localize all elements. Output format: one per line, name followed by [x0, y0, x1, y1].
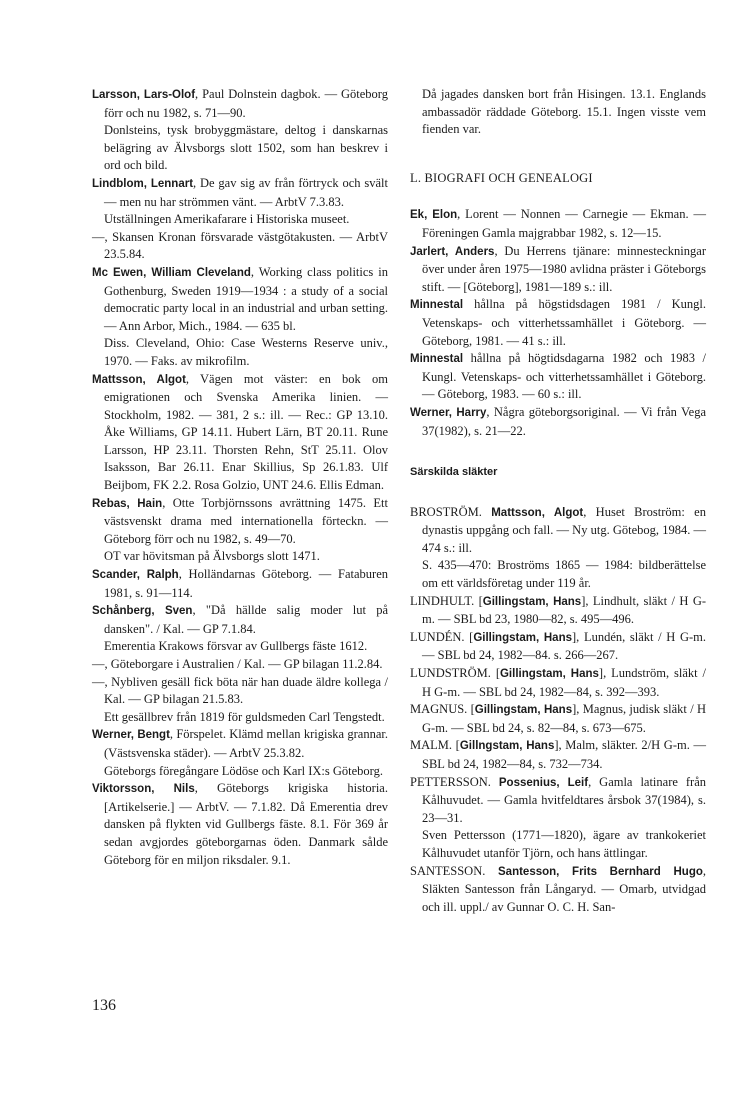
author-name: Ek, Elon — [410, 209, 458, 222]
entry-note: Diss. Cleveland, Ohio: Case Westerns Reserve univ., 1970. — Faks. av mikrofilm. — [104, 336, 388, 368]
entry-note: Utställningen Amerikafarare i Historiska museet. — [104, 212, 350, 227]
family-name: LUNDSTRÖM. [ — [410, 666, 500, 681]
author-name: Gillingstam, Hans — [474, 704, 573, 717]
author-name: Possenius, Leif — [498, 776, 589, 789]
entry-text: ], Magnus, judisk släkt / H G-m. — SBL bd 24, s. 82—84, s. 673—675. — [422, 702, 707, 735]
family-name: MAGNUS. [ — [410, 702, 475, 717]
author-name: Gillingstam, Hans — [482, 595, 582, 608]
family-name: LINDHULT. [ — [410, 593, 483, 608]
entry-note: OT var hövitsman på Älvsborgs slott 1471. — [104, 549, 320, 564]
author-name: Mattsson, Algot — [92, 373, 186, 386]
entry-text: , Förspelet. Klämd mellan krigiska grannar. (Västsvenska städer). — ArbtV 25.3.82. — [104, 727, 388, 760]
family-entry — [410, 737, 706, 773]
family-entry — [410, 863, 706, 917]
family-entry — [410, 629, 706, 665]
entry-text: , De gav sig av från förtryck och svält — men nu har strömmen vänt. — ArbtV 7.3.83. — [104, 175, 388, 209]
entry-text: , Huset Broström: en dynastis uppgång och fall. — Ny utg. Götebog, 1984. — 474 s.: ill. — [422, 504, 706, 555]
bibliography-entry — [92, 726, 388, 762]
author-name: Mattsson, Algot — [491, 506, 584, 519]
entry-note: Göteborgs föregångare Lödöse och Karl IX:s Göteborg. — [104, 763, 383, 778]
entry-text: , Några göteborgsoriginal. — Vi från Vega 37(1982), s. 21—22. — [422, 404, 706, 438]
entry-text: , Paul Dolnstein dagbok. — Göteborg förr och nu 1982, s. 71—90. — [104, 87, 388, 120]
bibliography-entry — [410, 404, 706, 440]
entry-text: , Holländarnas Göteborg. — Fataburen 1981, s. 91—114. — [104, 567, 388, 600]
family-name: SANTESSON. — [410, 863, 498, 878]
entry-text: , Lorent — Nonnen — Carnegie — Ekman. — Föreningen Gamla majgrabbar 1982, s. 12—15. — [422, 207, 707, 240]
author-name: Rebas, Hain — [92, 497, 163, 510]
entry-note: Sven Pettersson (1771—1820), ägare av trankokeriet Kålhuvudet utanför Tjörn, och hans ättlingar. — [422, 828, 706, 860]
entry-text: , Vägen mot väster: en bok om emigrationen och Svenska Amerika linien. — Stockholm, 1982. — 381, 2 s.: ill. — Rec.: GP 13.10. Åke Williams, GP 14.11. Hubert Lärn, BT 20.11. Rune Larsson, HP 23.11. Thorsten Rehn, StT 25.11. Olov Isaksson, Bar 26.11. Enar Skillius, Sp 26.1.83. Ulf Beijbom, FK 2.2. Rosa Golzio, UNT 24.6. Ellis Edman. — [104, 371, 388, 493]
author-name: Schånberg, Sven — [92, 605, 193, 618]
family-entry — [410, 504, 706, 558]
author-name: Minnestal — [410, 299, 464, 312]
right-column — [410, 86, 706, 916]
author-name: Werner, Harry — [410, 406, 487, 419]
author-name: Scander, Ralph — [92, 569, 179, 582]
subsection-heading: Särskilda släkter — [410, 466, 498, 479]
family-list — [410, 504, 706, 917]
bibliography-entry — [410, 296, 706, 350]
family-name: MALM. [ — [410, 738, 460, 753]
author-name: Minnestal — [410, 353, 464, 366]
left-column — [92, 86, 388, 869]
family-entry — [410, 774, 706, 828]
author-name: Gillingstam, Hans — [473, 631, 572, 644]
family-name: LUNDÉN. [ — [410, 629, 474, 644]
entry-text: ], Lundén, släkt / H G-m. — SBL bd 24, 1982—84. s. 266—267. — [422, 629, 707, 663]
bibliography-entry — [92, 264, 388, 335]
author-name: Jarlert, Anders — [410, 245, 495, 258]
entry-text: , Gamla latinare från Kålhuvudet. — Gamla hvitfeldtares årsbok 37(1984), s. 23—31. — [422, 774, 706, 825]
entry-note: Ett gesällbrev från 1819 för guldsmeden Carl Tengstedt. — [104, 709, 385, 724]
bibliography-entry — [92, 371, 388, 495]
bibliography-entry — [92, 175, 388, 211]
author-name: Lindblom, Lennart — [92, 177, 194, 190]
entry-text: —, Nybliven gesäll fick böta när han duade äldre kollega / Kal. — GP bilagan 21.5.83. — [92, 674, 388, 707]
entry-text: hållna på högtidsdagarna 1982 och 1983 / Kungl. Vetenskaps- och vitterhetssamhället i Göteborg. — Göteborg, 1983. — 60 s.: ill. — [422, 351, 706, 402]
entry-text: , Göteborgs krigiska historia. [Artikelserie.] — ArbtV. — 7.1.82. Då Emerentia drev dansken på flykten vid Gullbergs fäste. 8.1. För 369 år sedan avgjordes göteborgarnas öden. Danmark sålde Göteborg för en miljon riksdaler. 9.1. — [104, 781, 388, 867]
family-entry — [410, 593, 706, 629]
entry-note: S. 435—470: Broströms 1865 — 1984: bildberättelse om ett världsföretag under 119 år. — [422, 558, 706, 591]
bibliography-entry — [410, 243, 706, 297]
entry-text: ], Malm, släkter. 2/H G-m. — SBL bd 24, 1982—84, s. 732—734. — [422, 738, 706, 771]
continued-entry-text: Då jagades dansken bort från Hisingen. 13.1. Englands ambassadör räddade Göteborg. 15.1. Ingen visste vem fienden var. — [422, 87, 706, 137]
bibliography-entry — [92, 780, 388, 869]
entry-text: , Otte Torbjörnssons avrättning 1475. Ett västsvenskt drama med internationella förteckn. — Göteborg förr och nu 1982, s. 49—70. — [104, 495, 389, 546]
author-name: Gillngstam, Hans — [459, 740, 555, 753]
entry-text: ], Lindhult, släkt / H G-m. — SBL bd 23, 1980—82, s. 495—496. — [422, 593, 707, 627]
author-name: Mc Ewen, William Cleveland — [92, 266, 251, 279]
bibliography-entry — [92, 566, 388, 602]
bibliography-entry — [92, 495, 388, 549]
bibliography-entry — [410, 350, 706, 404]
family-name: PETTERSSON. — [410, 774, 499, 789]
entry-text: —, Skansen Kronan försvarade västgötakusten. — ArbtV 23.5.84. — [92, 229, 388, 262]
entry-text: , "Då hällde salig moder lut på dansken". / Kal. — GP 7.1.84. — [104, 603, 388, 636]
entry-text: hållna på högstidsdagen 1981 / Kungl. Vetenskaps- och vitterhetssamhället i Göteborg. — Göteborg, 1981. — 41 s.: ill. — [422, 297, 706, 348]
bibliography-entry — [92, 86, 388, 122]
page-number: 136 — [92, 997, 116, 1014]
author-name: Gillingstam, Hans — [499, 668, 599, 681]
family-entry — [410, 701, 706, 737]
family-entry — [410, 665, 706, 701]
entry-text: , Working class politics in Gothenburg, Sweden 1919—1934 : a study of a social democratic party local in an industrial and urban setting. — Ann Arbor, Mich., 1984. — 635 bl. — [104, 264, 388, 333]
author-name: Santesson, Frits Bernhard Hugo — [498, 865, 703, 878]
author-name: Viktorsson, Nils — [92, 783, 195, 796]
entry-text: , Släkten Santesson från Långaryd. — Omarb, utvidgad och ill. uppl./ av Gunnar O. C. H. San- — [422, 863, 706, 914]
bibliography-entry — [410, 206, 706, 242]
entry-note: Emerentia Krakows försvar av Gullbergs fäste 1612. — [104, 639, 368, 654]
bibliography-entry — [92, 674, 388, 709]
author-name: Werner, Bengt — [92, 729, 170, 742]
entry-text: —, Göteborgare i Australien / Kal. — GP bilagan 11.2.84. — [92, 657, 383, 671]
entry-text: ], Lundström, släkt / H G-m. — SBL bd 24, 1982—84, s. 392—393. — [422, 666, 706, 699]
author-name: Larsson, Lars-Olof — [92, 89, 196, 101]
section-heading: L. BIOGRAFI OCH GENEALOGI — [410, 170, 593, 185]
family-name: BROSTRÖM. — [410, 504, 492, 519]
biography-list — [410, 206, 706, 440]
bibliography-entry — [92, 602, 388, 638]
entry-note: Donlsteins, tysk brobyggmästare, deltog i danskarnas belägring av Älvsborgs slott 1502, som han beskrev i ord och bild. — [104, 123, 388, 173]
bibliography-entry — [92, 229, 388, 264]
bibliography-entry — [92, 656, 388, 674]
entry-text: , Du Herrens tjänare: minnesteckningar över under åren 1975—1980 avlidna präster i Göteborgs stift. — [Göteborg], 1981—189 s.: ill. — [422, 243, 706, 294]
